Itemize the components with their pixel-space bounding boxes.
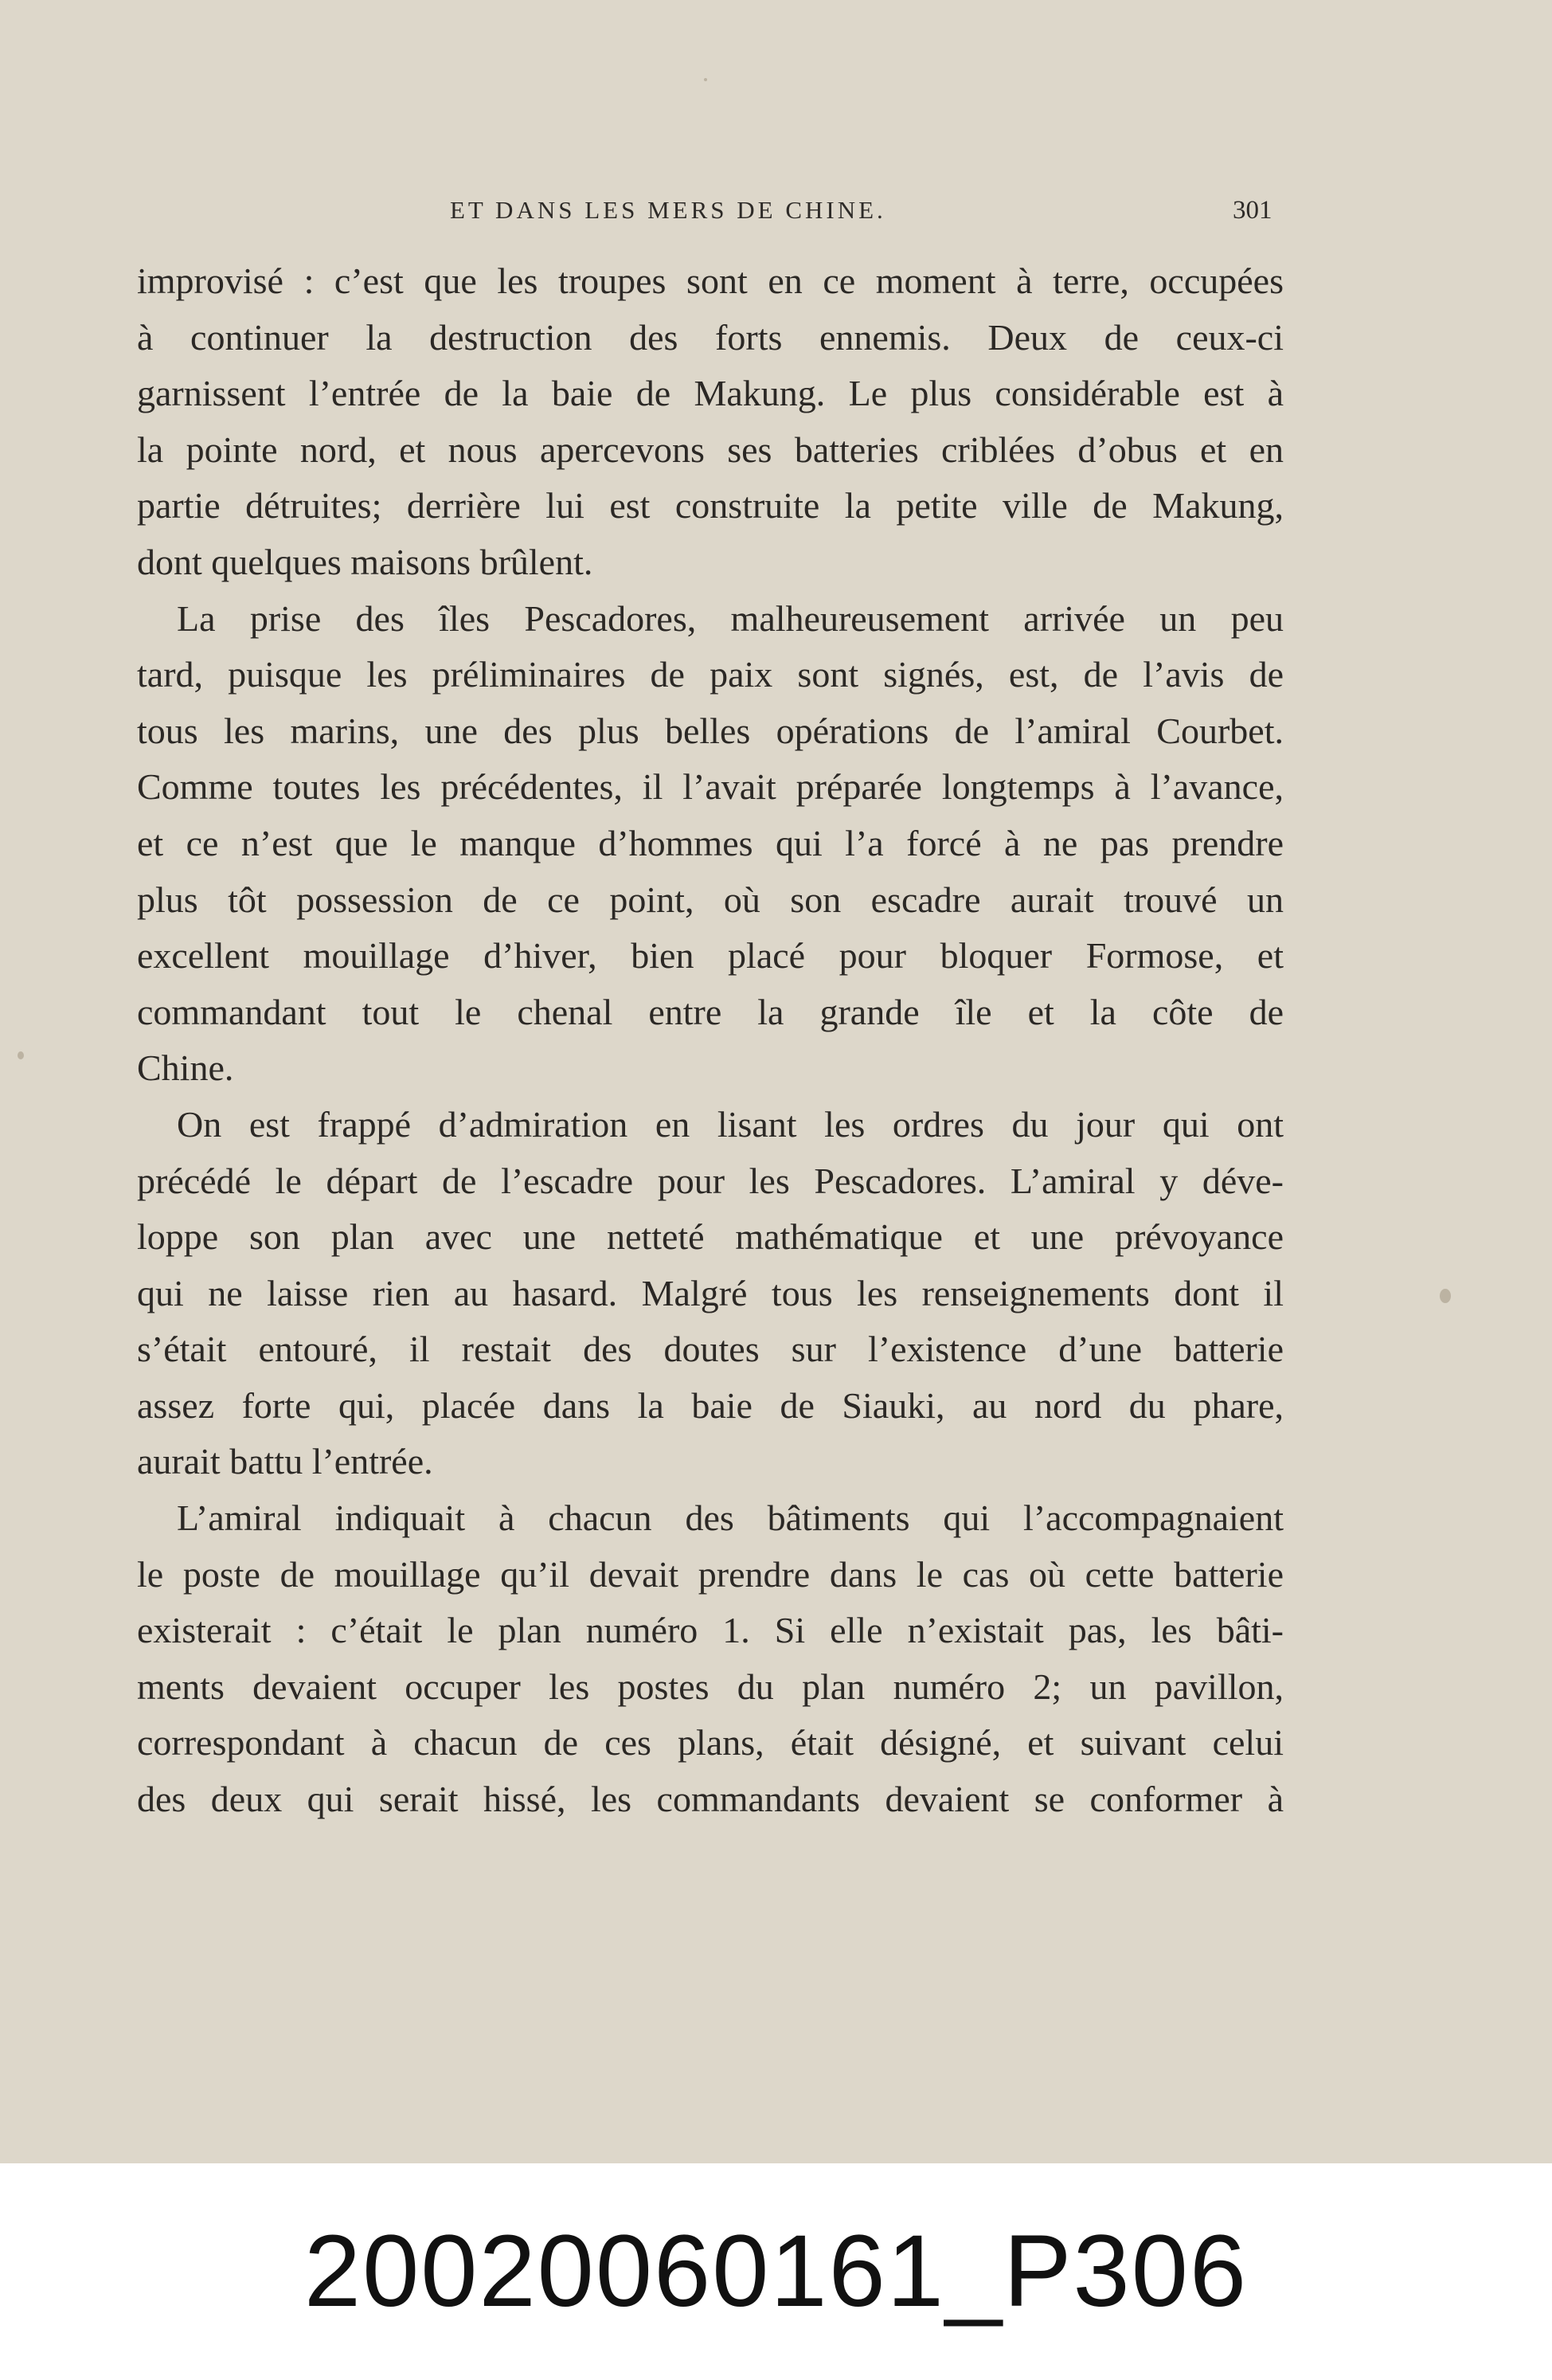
paragraph-2 bbox=[137, 591, 1284, 1097]
text-line: des deux qui serait hissé, les commandants devaient se conformer à bbox=[137, 1779, 1284, 1820]
text-line: On est frappé d’admiration en lisant les ordres du jour qui ont bbox=[177, 1103, 1284, 1145]
body-text bbox=[137, 253, 1284, 1828]
text-line: s’était entouré, il restait des doutes sur l’existence d’une batterie bbox=[137, 1329, 1284, 1370]
text-line: la pointe nord, et nous apercevons ses batteries criblées d’obus et en bbox=[137, 429, 1284, 470]
page-number: 301 bbox=[1233, 196, 1272, 225]
paper-speck bbox=[1440, 1289, 1451, 1303]
paragraph-4 bbox=[137, 1490, 1284, 1828]
paper-speck bbox=[704, 78, 707, 81]
paragraph-1 bbox=[137, 253, 1284, 591]
text-line: La prise des îles Pescadores, malheureusement arrivée un peu bbox=[177, 597, 1284, 639]
text-line: précédé le départ de l’escadre pour les Pescadores. L’amiral y déve- bbox=[137, 1160, 1284, 1201]
paper-speck bbox=[18, 1051, 24, 1059]
running-head: ET DANS LES MERS DE CHINE. bbox=[450, 196, 886, 224]
text-line: excellent mouillage d’hiver, bien placé pour bloquer Formose, et bbox=[137, 935, 1284, 977]
text-line: assez forte qui, placée dans la baie de Siauki, au nord du phare, bbox=[137, 1384, 1284, 1426]
text-line: Chine. bbox=[137, 1047, 234, 1089]
text-line: L’amiral indiquait à chacun des bâtiments qui l’accompagnaient bbox=[177, 1497, 1284, 1539]
text-line: plus tôt possession de ce point, où son escadre aurait trouvé un bbox=[137, 879, 1284, 920]
text-line: tous les marins, une des plus belles opérations de l’amiral Courbet. bbox=[137, 710, 1284, 751]
text-line: ments devaient occuper les postes du plan numéro 2; un pavillon, bbox=[137, 1666, 1284, 1707]
text-line: garnissent l’entrée de la baie de Makung. Le plus considérable est à bbox=[137, 373, 1284, 414]
page-header bbox=[0, 196, 1552, 236]
text-line: et ce n’est que le manque d’hommes qui l’a forcé à ne pas prendre bbox=[137, 822, 1284, 863]
text-line: Comme toutes les précédentes, il l’avait préparée longtemps à l’avance, bbox=[137, 766, 1284, 808]
text-line: partie détruites; derrière lui est construite la petite ville de Makung, bbox=[137, 485, 1284, 526]
catalog-footer bbox=[0, 2163, 1552, 2380]
text-line: correspondant à chacun de ces plans, était désigné, et suivant celui bbox=[137, 1722, 1284, 1763]
text-line: tard, puisque les préliminaires de paix sont signés, est, de l’avis de bbox=[137, 654, 1284, 695]
text-line: aurait battu l’entrée. bbox=[137, 1441, 433, 1482]
paragraph-3 bbox=[137, 1097, 1284, 1490]
text-line: existerait : c’était le plan numéro 1. Si elle n’existait pas, les bâti- bbox=[137, 1610, 1284, 1651]
text-line: à continuer la destruction des forts ennemis. Deux de ceux-ci bbox=[137, 316, 1284, 358]
catalog-identifier: 20020060161_P306 bbox=[303, 2214, 1249, 2328]
text-line: qui ne laisse rien au hasard. Malgré tous les renseignements dont il bbox=[137, 1272, 1284, 1313]
text-line: dont quelques maisons brûlent. bbox=[137, 541, 593, 582]
text-line: le poste de mouillage qu’il devait prendre dans le cas où cette batterie bbox=[137, 1553, 1284, 1595]
text-line: loppe son plan avec une netteté mathématique et une prévoyance bbox=[137, 1216, 1284, 1258]
text-line: commandant tout le chenal entre la grande île et la côte de bbox=[137, 991, 1284, 1032]
text-line: improvisé : c’est que les troupes sont en ce moment à terre, occupées bbox=[137, 260, 1284, 301]
